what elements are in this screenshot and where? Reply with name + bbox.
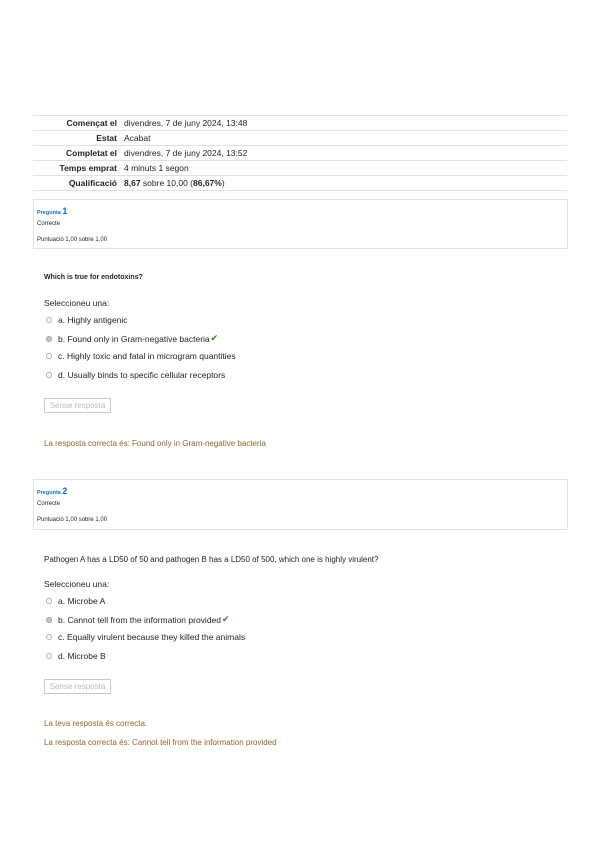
summary-row-started xyxy=(33,116,567,131)
grade-percent: 86,67% xyxy=(193,178,222,188)
answer-option[interactable] xyxy=(46,315,127,325)
question-label: Pregunta xyxy=(37,210,61,216)
question-state: Correcte xyxy=(37,221,61,227)
summary-row-time-taken xyxy=(33,161,567,176)
summary-grade-value xyxy=(124,176,567,191)
answer-option[interactable] xyxy=(46,351,236,361)
answer-option-selected[interactable] xyxy=(46,614,230,625)
question-info-box xyxy=(33,199,568,249)
question-text: Which is true for endotoxins? xyxy=(44,274,143,281)
select-one-prompt: Seleccioneu una: xyxy=(44,579,110,589)
summary-row-state xyxy=(33,131,567,146)
radio-button[interactable] xyxy=(46,598,52,604)
answer-option-label: a. Microbe A xyxy=(58,596,106,606)
answer-option-label: c. Highly toxic and fatal in microgram quantities xyxy=(58,351,236,361)
grade-close: ) xyxy=(221,178,225,188)
summary-row-grade xyxy=(33,176,567,191)
question-state: Correcte xyxy=(37,501,61,507)
answer-option-label: d. Microbe B xyxy=(58,651,106,661)
answer-option[interactable] xyxy=(46,370,225,380)
summary-label: Qualificació xyxy=(33,176,124,191)
answer-option-selected[interactable] xyxy=(46,333,218,344)
answer-option-label: b. Cannot tell from the information provided xyxy=(58,614,222,625)
question-info-box xyxy=(33,479,568,530)
summary-value: divendres, 7 de juny 2024, 13:48 xyxy=(124,116,567,131)
grade-out-of: sobre 10,00 ( xyxy=(140,178,193,188)
radio-button[interactable] xyxy=(46,317,52,323)
correct-answer-feedback: La resposta correcta és: Found only in Gram-negative bacteria xyxy=(44,439,266,448)
answer-option-label: b. Found only in Gram-negative bacteria xyxy=(58,333,210,344)
clear-choice-button[interactable]: Sense resposta xyxy=(44,679,111,694)
answer-option-label: c. Equally virulent because they killed the animals xyxy=(58,632,246,642)
answer-option-label: a. Highly antigenic xyxy=(58,315,128,325)
radio-button[interactable] xyxy=(46,634,52,640)
question-text: Pathogen A has a LD50 of 50 and pathogen B has a LD50 of 500, which one is highly virulent? xyxy=(44,555,379,564)
question-number xyxy=(37,486,67,496)
answer-option[interactable] xyxy=(46,632,245,642)
summary-row-completed xyxy=(33,146,567,161)
radio-button-checked[interactable] xyxy=(46,336,52,342)
answer-option[interactable] xyxy=(46,651,106,661)
your-answer-feedback: La teva resposta és correcta. xyxy=(44,719,148,728)
select-one-prompt: Seleccioneu una: xyxy=(44,298,110,308)
question-grade: Puntuació 1,00 sobre 1,00 xyxy=(37,237,108,243)
correct-answer-feedback: La resposta correcta és: Cannot tell from the information provided xyxy=(44,738,277,747)
radio-button[interactable] xyxy=(46,653,52,659)
summary-value: 4 minuts 1 segon xyxy=(124,161,567,176)
question-label: Pregunta xyxy=(37,490,61,496)
radio-button[interactable] xyxy=(46,353,52,359)
radio-button-checked[interactable] xyxy=(46,617,52,623)
answer-option-label: d. Usually binds to specific cellular receptors xyxy=(58,370,226,380)
answer-option[interactable] xyxy=(46,596,105,606)
clear-choice-button[interactable]: Sense resposta xyxy=(44,398,111,413)
question-grade: Puntuació 1,00 sobre 1,00 xyxy=(37,517,108,523)
question-number xyxy=(37,206,67,216)
summary-label: Completat el xyxy=(33,146,124,161)
question-number-value: 1 xyxy=(62,206,68,216)
summary-value: Acabat xyxy=(124,131,567,146)
summary-label: Començat el xyxy=(33,116,124,131)
check-icon: ✔ xyxy=(210,333,219,343)
summary-label: Temps emprat xyxy=(33,161,124,176)
attempt-summary-table xyxy=(33,115,567,191)
question-number-value: 2 xyxy=(62,486,68,496)
grade-score: 8,67 xyxy=(124,178,141,188)
summary-value: divendres, 7 de juny 2024, 13:52 xyxy=(124,146,567,161)
check-icon: ✔ xyxy=(222,614,230,624)
radio-button[interactable] xyxy=(46,372,52,378)
summary-label: Estat xyxy=(33,131,124,146)
